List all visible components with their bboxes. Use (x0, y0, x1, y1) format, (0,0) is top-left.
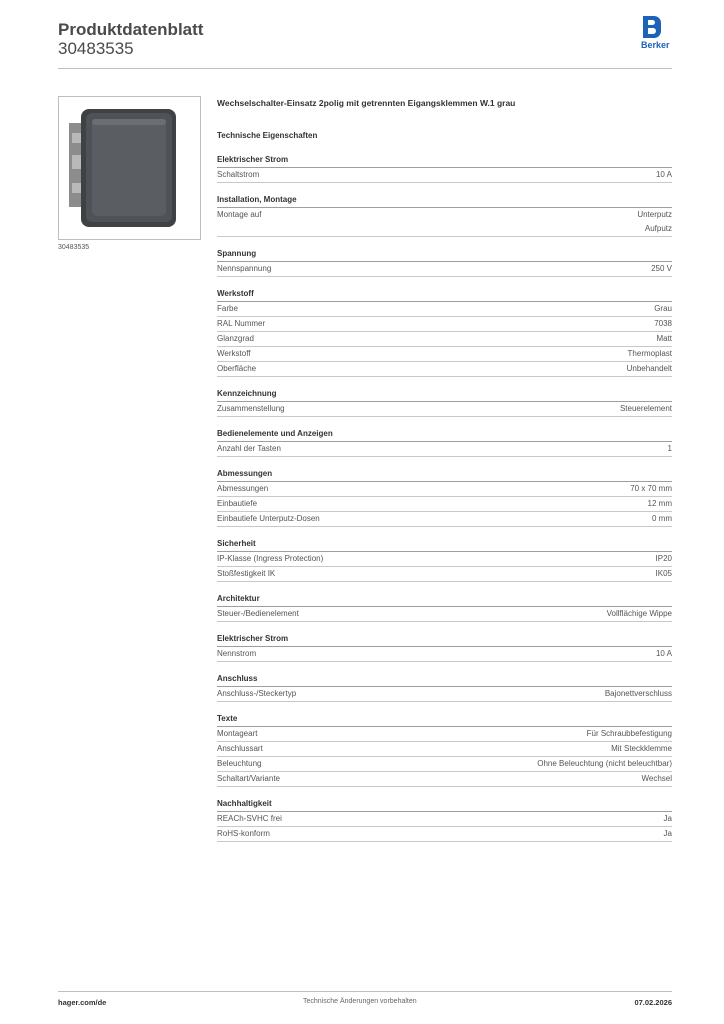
spec-value (637, 208, 672, 236)
spec-value-line: Steuerelement (619, 404, 672, 413)
spec-label: RoHS-konform (217, 829, 270, 838)
section-title: Architektur (217, 593, 672, 607)
spec-value (651, 262, 672, 276)
spec-value-line: Grau (654, 304, 672, 313)
spec-value-line: 0 mm (652, 514, 672, 523)
spec-label: Stoßfestigkeit IK (217, 569, 276, 578)
spec-value (628, 347, 672, 361)
spec-label: Anschluss-/Steckertyp (217, 689, 297, 698)
spec-value-line: IP20 (655, 554, 672, 563)
spec-row (217, 402, 672, 417)
footer-website: hager.com/de (58, 998, 107, 1007)
spec-row (217, 347, 672, 362)
section-title: Elektrischer Strom (217, 154, 672, 168)
spec-label: Werkstoff (217, 349, 251, 358)
spec-value (654, 302, 672, 316)
spec-value (648, 497, 672, 511)
spec-section (217, 194, 672, 237)
spec-value-line: 7038 (654, 319, 672, 328)
spec-section (217, 538, 672, 582)
spec-value-line: Ja (663, 829, 672, 838)
section-title: Kennzeichnung (217, 388, 672, 402)
spec-value (656, 567, 672, 581)
spec-row (217, 442, 672, 457)
rocker-switch-image (59, 97, 200, 239)
spec-section (217, 673, 672, 702)
spec-value-line: 70 x 70 mm (630, 484, 672, 493)
spec-section (217, 288, 672, 377)
spec-sections (217, 154, 672, 842)
spec-value-line: Unterputz (637, 210, 672, 219)
product-number: 30483535 (58, 39, 134, 58)
spec-label: Einbautiefe Unterputz-Dosen (217, 514, 320, 523)
spec-value (587, 727, 672, 741)
spec-label: REACh-SVHC frei (217, 814, 282, 823)
spec-value-line: 10 A (655, 649, 672, 658)
spec-row (217, 727, 672, 742)
spec-value (641, 772, 672, 786)
section-title: Anschluss (217, 673, 672, 687)
spec-section (217, 798, 672, 842)
section-title: Texte (217, 713, 672, 727)
spec-section (217, 713, 672, 787)
spec-label: Anschlussart (217, 744, 263, 753)
spec-section (217, 593, 672, 622)
spec-row (217, 497, 672, 512)
spec-row (217, 827, 672, 842)
spec-label: Glanzgrad (217, 334, 254, 343)
spec-row (217, 208, 672, 237)
spec-label: Abmessungen (217, 484, 269, 493)
spec-value (605, 687, 672, 701)
spec-value (656, 552, 672, 566)
spec-value-line: Matt (656, 334, 672, 343)
section-title: Elektrischer Strom (217, 633, 672, 647)
header-divider (58, 68, 672, 69)
spec-row (217, 552, 672, 567)
section-title: Spannung (217, 248, 672, 262)
section-title: Nachhaltigkeit (217, 798, 672, 812)
section-title: Werkstoff (217, 288, 672, 302)
spec-row (217, 482, 672, 497)
spec-value (664, 812, 672, 826)
spec-value (630, 482, 672, 496)
spec-row (217, 332, 672, 347)
product-name: Wechselschalter-Einsatz 2polig mit getrennten Eigangsklemmen W.1 grau (217, 98, 516, 108)
spec-label: Schaltart/Variante (217, 774, 280, 783)
spec-section (217, 468, 672, 527)
spec-value-line: IK05 (655, 569, 672, 578)
section-title: Bedienelemente und Anzeigen (217, 428, 672, 442)
spec-label: Montageart (217, 729, 258, 738)
spec-value (668, 442, 672, 456)
spec-value-line: Für Schraubbefestigung (586, 729, 672, 738)
logo-text: Berker (641, 40, 670, 50)
spec-row (217, 742, 672, 757)
spec-label: Oberfläche (217, 364, 257, 373)
spec-value (620, 402, 672, 416)
spec-value-line: Unbehandelt (626, 364, 672, 373)
spec-value (611, 742, 672, 756)
spec-value-line: Thermoplast (627, 349, 672, 358)
spec-value (656, 168, 672, 182)
spec-label: Zusammenstellung (217, 404, 285, 413)
spec-label: Nennspannung (217, 264, 272, 273)
image-caption: 30483535 (58, 244, 90, 251)
spec-section (217, 428, 672, 457)
spec-label: Anzahl der Tasten (217, 444, 281, 453)
spec-row (217, 607, 672, 622)
spec-value-line: Mit Steckklemme (611, 744, 672, 753)
spec-label: Nennstrom (217, 649, 257, 658)
spec-row (217, 647, 672, 662)
spec-row (217, 317, 672, 332)
spec-value (537, 757, 672, 771)
spec-row (217, 262, 672, 277)
footer-disclaimer: Technische Änderungen vorbehalten (303, 998, 417, 1005)
spec-value-line: Wechsel (641, 774, 672, 783)
spec-value-line: 250 V (651, 264, 672, 273)
spec-row (217, 772, 672, 787)
spec-value-line: Aufputz (644, 224, 672, 233)
spec-row (217, 757, 672, 772)
spec-value (607, 607, 672, 621)
spec-value (656, 332, 672, 346)
spec-value (627, 362, 672, 376)
spec-label: Einbautiefe (217, 499, 258, 508)
footer-divider (58, 991, 672, 992)
spec-value-line: Bajonettverschluss (604, 689, 672, 698)
section-title: Sicherheit (217, 538, 672, 552)
spec-label: Steuer-/Bedienelement (217, 609, 299, 618)
spec-row (217, 567, 672, 582)
spec-row (217, 302, 672, 317)
spec-section (217, 154, 672, 183)
spec-row (217, 812, 672, 827)
section-title: Installation, Montage (217, 194, 672, 208)
spec-label: Schaltstrom (217, 170, 260, 179)
spec-row (217, 168, 672, 183)
spec-label: RAL Nummer (217, 319, 266, 328)
section-title: Abmessungen (217, 468, 672, 482)
spec-label: Montage auf (217, 210, 262, 219)
footer-date: 07.02.2026 (634, 998, 672, 1007)
spec-value (664, 827, 672, 841)
spec-value-line: 1 (667, 444, 672, 453)
spec-label: Farbe (217, 304, 238, 313)
berker-logo (641, 16, 673, 50)
spec-row (217, 512, 672, 527)
spec-section (217, 248, 672, 277)
spec-section (217, 633, 672, 662)
spec-content (217, 96, 672, 842)
spec-value-line: Ohne Beleuchtung (nicht beleuchtbar) (537, 759, 672, 768)
spec-value (656, 647, 672, 661)
spec-section (217, 388, 672, 417)
spec-value-line: Ja (663, 814, 672, 823)
spec-value-line: 10 A (655, 170, 672, 179)
spec-value-line: Vollflächige Wippe (606, 609, 672, 618)
product-image (58, 96, 201, 240)
spec-row (217, 687, 672, 702)
spec-label: Beleuchtung (217, 759, 262, 768)
header-title: Produktdatenblatt (58, 20, 204, 39)
spec-value-line: 12 mm (647, 499, 672, 508)
spec-value (652, 512, 672, 526)
spec-label: IP-Klasse (Ingress Protection) (217, 554, 324, 563)
spec-row (217, 362, 672, 377)
tech-heading: Technische Eigenschaften (217, 131, 318, 140)
berker-b-icon (643, 16, 661, 38)
spec-value (654, 317, 672, 331)
